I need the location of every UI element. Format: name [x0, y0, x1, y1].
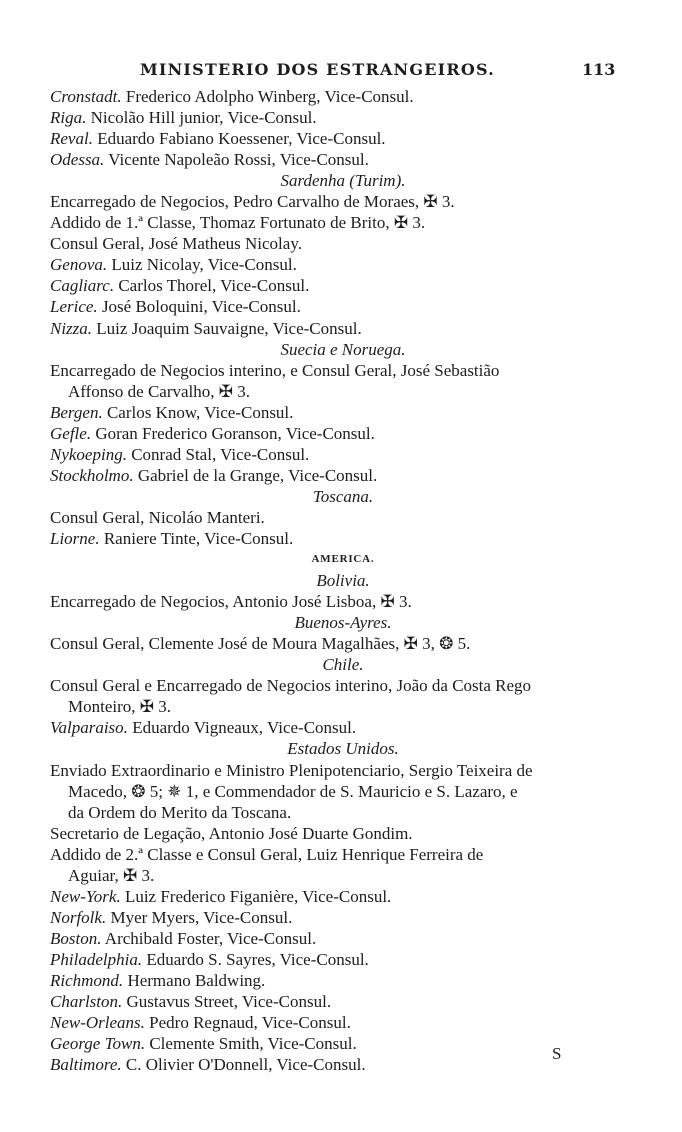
consul-entry — [50, 254, 636, 275]
consul-entry — [50, 296, 636, 317]
official-entry: Consul Geral, Nicoláo Manteri. — [50, 507, 265, 527]
section-heading: Estados Unidos. — [287, 739, 399, 759]
page-number: 113 — [582, 60, 616, 79]
consul-entry — [50, 318, 636, 339]
place-name: Genova. — [50, 255, 108, 275]
place-name: Riga. — [50, 108, 87, 128]
consul-entry — [50, 886, 636, 907]
page-body — [50, 86, 636, 1075]
official-entry: Encarregado de Negocios, Antonio José Lisboa, ✠ 3. — [50, 592, 412, 612]
official-entry: Addido de 1.ª Classe, Thomaz Fortunato de Brito, ✠ 3. — [50, 213, 426, 233]
place-name: Gefle. — [50, 423, 92, 443]
official-entry: Consul Geral e Encarregado de Negocios interino, João da Costa Rego — [50, 676, 532, 696]
place-name: Richmond. — [50, 970, 124, 990]
section-heading: Buenos-Ayres. — [294, 613, 392, 633]
consul-entry — [50, 717, 636, 738]
place-name: Liorne. — [50, 528, 100, 548]
section-heading: Sardenha (Turim). — [280, 171, 406, 191]
entry-text: Vicente Napoleão Rossi, Vice-Consul. — [104, 150, 369, 170]
entry-text: Raniere Tinte, Vice-Consul. — [99, 528, 294, 548]
entry-continuation: Affonso de Carvalho, ✠ 3. — [68, 381, 251, 401]
place-name: Charlston. — [50, 992, 123, 1012]
consul-entry — [50, 465, 636, 486]
place-name: Nizza. — [50, 318, 93, 338]
consul-entry — [50, 949, 636, 970]
entry-text: Carlos Know, Vice-Consul. — [102, 402, 294, 422]
entry-text: Myer Myers, Vice-Consul. — [106, 907, 293, 927]
consul-entry — [50, 907, 636, 928]
entry-text: Eduardo Fabiano Koessener, Vice-Consul. — [92, 129, 386, 149]
place-name: Nykoeping. — [50, 444, 127, 464]
entry-text: José Boloquini, Vice-Consul. — [97, 297, 301, 317]
consul-entry — [50, 528, 636, 549]
entry-text: Pedro Regnaud, Vice-Consul. — [144, 1013, 351, 1033]
place-name: George Town. — [50, 1034, 146, 1054]
entry-text: Hermano Baldwing. — [123, 970, 266, 990]
entry-text: Frederico Adolpho Winberg, Vice-Consul. — [121, 87, 414, 106]
entry-text: Goran Frederico Goranson, Vice-Consul. — [91, 423, 375, 443]
consul-entry — [50, 970, 636, 991]
place-name: Stockholmo. — [50, 465, 134, 485]
consul-entry — [50, 1012, 636, 1033]
consul-entry — [50, 402, 636, 423]
consul-entry — [50, 128, 636, 149]
consul-entry — [50, 928, 636, 949]
consul-entry — [50, 991, 636, 1012]
place-name: Cronstadt. — [50, 87, 122, 106]
official-entry: Encarregado de Negocios interino, e Consul Geral, José Sebastião — [50, 360, 500, 380]
signature-mark: S — [552, 1044, 562, 1063]
entry-text: Archibald Foster, Vice-Consul. — [101, 928, 317, 948]
place-name: Philadelphia. — [50, 949, 143, 969]
place-name: Reval. — [50, 129, 93, 149]
entry-text: Gustavus Street, Vice-Consul. — [122, 992, 332, 1012]
entry-text: Conrad Stal, Vice-Consul. — [126, 444, 310, 464]
entry-text: Carlos Thorel, Vice-Consul. — [114, 276, 310, 296]
page-header — [0, 60, 682, 84]
entry-text: Clemente Smith, Vice-Consul. — [145, 1034, 357, 1054]
place-name: Bergen. — [50, 402, 103, 422]
entry-text: Eduardo Vigneaux, Vice-Consul. — [127, 718, 357, 738]
official-entry: Consul Geral, José Matheus Nicolay. — [50, 234, 302, 254]
place-name: Boston. — [50, 928, 102, 948]
official-entry: Enviado Extraordinario e Ministro Plenipotenciario, Sergio Teixeira de — [50, 760, 533, 780]
entry-text: Nicolão Hill junior, Vice-Consul. — [86, 108, 317, 128]
section-heading: Toscana. — [312, 486, 374, 506]
place-name: Baltimore. — [50, 1055, 122, 1075]
place-name: Valparaiso. — [50, 718, 128, 738]
place-name: New-York. — [50, 886, 121, 906]
entry-continuation: Macedo, ❂ 5; ✵ 1, e Commendador de S. Mauricio e S. Lazaro, e — [68, 781, 518, 801]
section-heading: Bolivia. — [316, 571, 370, 591]
entry-text: Luiz Nicolay, Vice-Consul. — [107, 255, 297, 275]
consul-entry — [50, 149, 636, 170]
place-name: New-Orleans. — [50, 1013, 145, 1033]
entry-text: Eduardo S. Sayres, Vice-Consul. — [142, 949, 369, 969]
entry-text: C. Olivier O'Donnell, Vice-Consul. — [121, 1055, 366, 1075]
entry-text: Luiz Frederico Figanière, Vice-Consul. — [120, 886, 392, 906]
consul-entry — [50, 86, 636, 107]
place-name: Lerice. — [50, 297, 98, 317]
official-entry: Consul Geral, Clemente José de Moura Magalhães, ✠ 3, ❂ 5. — [50, 634, 471, 654]
consul-entry — [50, 275, 636, 296]
official-entry: Addido de 2.ª Classe e Consul Geral, Luiz Henrique Ferreira de — [50, 844, 484, 864]
region-heading: AMERICA. — [311, 553, 375, 566]
place-name: Norfolk. — [50, 907, 107, 927]
entry-text: Gabriel de la Grange, Vice-Consul. — [133, 465, 378, 485]
place-name: Odessa. — [50, 150, 105, 170]
consul-entry — [50, 1054, 636, 1075]
consul-entry — [50, 423, 636, 444]
consul-entry — [50, 107, 636, 128]
section-heading: Chile. — [322, 655, 364, 675]
official-entry: Encarregado de Negocios, Pedro Carvalho de Moraes, ✠ 3. — [50, 192, 455, 212]
consul-entry — [50, 444, 636, 465]
entry-continuation: Monteiro, ✠ 3. — [68, 697, 172, 717]
consul-entry — [50, 1033, 636, 1054]
place-name: Cagliarc. — [50, 276, 115, 296]
official-entry: Secretario de Legação, Antonio José Duarte Gondim. — [50, 823, 413, 843]
entry-text: Luiz Joaquim Sauvaigne, Vice-Consul. — [92, 318, 362, 338]
entry-continuation: Aguiar, ✠ 3. — [68, 865, 155, 885]
entry-continuation: da Ordem do Merito da Toscana. — [68, 802, 292, 822]
running-title: MINISTERIO DOS ESTRANGEIROS. — [140, 60, 495, 79]
section-heading: Suecia e Noruega. — [280, 339, 406, 359]
